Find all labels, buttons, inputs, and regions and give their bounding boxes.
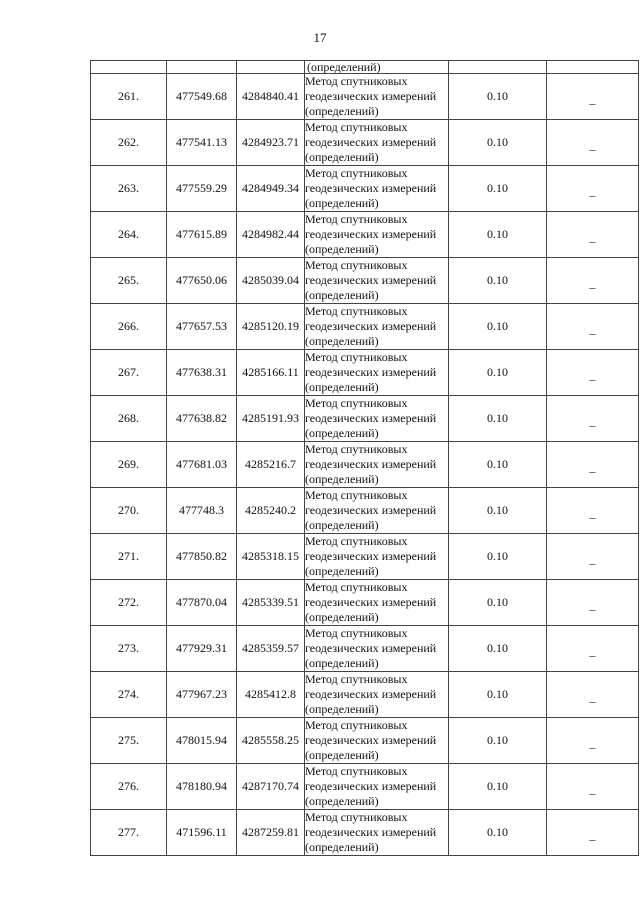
accuracy-cell: 0.10	[449, 396, 547, 442]
point-number-cell: 277.	[91, 810, 167, 856]
page-number: 17	[313, 30, 327, 45]
note-cell	[547, 810, 639, 856]
method-line: (определений)	[305, 610, 379, 624]
method-line: геодезических измерений	[305, 641, 437, 655]
point-number-cell: 272.	[91, 580, 167, 626]
point-number-cell: 264.	[91, 212, 167, 258]
method-cell	[305, 120, 449, 166]
method-cell	[305, 672, 449, 718]
x-coordinate-cell: 478015.94	[167, 718, 237, 764]
method-line: геодезических измерений	[305, 319, 437, 333]
note-cell	[547, 258, 639, 304]
table-row	[91, 580, 639, 626]
y-coordinate-cell: 4285318.15	[237, 534, 305, 580]
method-line: геодезических измерений	[305, 457, 437, 471]
y-coordinate-cell: 4284982.44	[237, 212, 305, 258]
method-cell	[305, 764, 449, 810]
y-coordinate-cell: 4285558.25	[237, 718, 305, 764]
point-number-cell: 263.	[91, 166, 167, 212]
x-coordinate-cell: 477549.68	[167, 74, 237, 120]
point-number-cell: 267.	[91, 350, 167, 396]
note-cell	[547, 488, 639, 534]
method-line: геодезических измерений	[305, 365, 437, 379]
method-line: Метод спутниковых	[305, 166, 408, 180]
note-cell	[547, 442, 639, 488]
x-coordinate-cell: 477650.06	[167, 258, 237, 304]
point-number-cell: 262.	[91, 120, 167, 166]
x-coordinate-cell: 477638.31	[167, 350, 237, 396]
method-line: Метод спутниковых	[305, 534, 408, 548]
note-cell	[547, 166, 639, 212]
method-line: Метод спутниковых	[305, 304, 408, 318]
x-coordinate-cell: 471596.11	[167, 810, 237, 856]
method-cell	[305, 534, 449, 580]
note-dash: _	[589, 276, 596, 290]
accuracy-cell: 0.10	[449, 212, 547, 258]
method-cell	[305, 718, 449, 764]
y-coordinate-cell: 4287259.81	[237, 810, 305, 856]
table-row	[91, 718, 639, 764]
note-dash: _	[589, 414, 596, 428]
y-coordinate-cell: 4284840.41	[237, 74, 305, 120]
point-number-cell: 266.	[91, 304, 167, 350]
method-cell	[305, 212, 449, 258]
method-cell	[305, 810, 449, 856]
y-coordinate-cell: 4285039.04	[237, 258, 305, 304]
note-cell	[547, 396, 639, 442]
point-number-cell: 271.	[91, 534, 167, 580]
method-line: геодезических измерений	[305, 181, 437, 195]
table-row	[91, 212, 639, 258]
note-cell	[547, 74, 639, 120]
method-cell	[305, 166, 449, 212]
method-line: (определений)	[305, 472, 379, 486]
note-cell	[547, 120, 639, 166]
method-line: (определений)	[305, 150, 379, 164]
method-cell	[305, 488, 449, 534]
y-coordinate-cell: 4285216.7	[237, 442, 305, 488]
method-line: (определений)	[305, 840, 379, 854]
method-line: (определений)	[305, 380, 379, 394]
method-line: (определений)	[305, 426, 379, 440]
table-row	[91, 396, 639, 442]
method-cell	[305, 396, 449, 442]
note-cell	[547, 350, 639, 396]
method-line: (определений)	[305, 564, 379, 578]
accuracy-cell: 0.10	[449, 74, 547, 120]
note-cell	[547, 626, 639, 672]
method-line: геодезических измерений	[305, 227, 437, 241]
method-line: (определений)	[305, 104, 379, 118]
note-dash: _	[589, 690, 596, 704]
method-line: (определений)	[305, 656, 379, 670]
method-cell	[305, 442, 449, 488]
accuracy-cell: 0.10	[449, 626, 547, 672]
note-dash: _	[589, 598, 596, 612]
method-line: Метод спутниковых	[305, 810, 408, 824]
note-dash: _	[589, 460, 596, 474]
method-line: Метод спутниковых	[305, 396, 408, 410]
method-line: (определений)	[305, 288, 379, 302]
method-line: Метод спутниковых	[305, 442, 408, 456]
table-row	[91, 166, 639, 212]
point-number-cell: 276.	[91, 764, 167, 810]
table-row	[91, 258, 639, 304]
method-line: геодезических измерений	[305, 135, 437, 149]
note-dash: _	[589, 506, 596, 520]
method-line: (определений)	[305, 518, 379, 532]
note-dash: _	[589, 322, 596, 336]
accuracy-cell: 0.10	[449, 810, 547, 856]
x-coordinate-cell: 477850.82	[167, 534, 237, 580]
x-coordinate-cell: 477870.04	[167, 580, 237, 626]
note-dash: _	[589, 230, 596, 244]
note-cell	[547, 672, 639, 718]
y-coordinate-cell: 4287170.74	[237, 764, 305, 810]
method-line: геодезических измерений	[305, 779, 437, 793]
method-line: Метод спутниковых	[305, 350, 408, 364]
x-coordinate-cell: 477615.89	[167, 212, 237, 258]
point-number-cell: 269.	[91, 442, 167, 488]
accuracy-cell: 0.10	[449, 534, 547, 580]
accuracy-cell: 0.10	[449, 672, 547, 718]
table-row	[91, 350, 639, 396]
x-coordinate-cell: 478180.94	[167, 764, 237, 810]
x-coordinate-cell: 477559.29	[167, 166, 237, 212]
note-cell	[547, 212, 639, 258]
y-coordinate-cell: 4285412.8	[237, 672, 305, 718]
y-coordinate-cell: 4284923.71	[237, 120, 305, 166]
method-line: геодезических измерений	[305, 411, 437, 425]
method-line: (определений)	[305, 702, 379, 716]
method-line: Метод спутниковых	[305, 120, 408, 134]
table-row	[91, 442, 639, 488]
method-line: Метод спутниковых	[305, 488, 408, 502]
y-coordinate-cell: 4285359.57	[237, 626, 305, 672]
continuation-cell-x	[167, 61, 237, 74]
accuracy-cell: 0.10	[449, 258, 547, 304]
note-cell	[547, 580, 639, 626]
continuation-cell-note	[547, 61, 639, 74]
note-dash: _	[589, 782, 596, 796]
note-dash: _	[589, 184, 596, 198]
note-dash: _	[589, 552, 596, 566]
y-coordinate-cell: 4285120.19	[237, 304, 305, 350]
note-dash: _	[589, 644, 596, 658]
method-line: геодезических измерений	[305, 595, 437, 609]
method-cell	[305, 350, 449, 396]
note-cell	[547, 534, 639, 580]
accuracy-cell: 0.10	[449, 488, 547, 534]
accuracy-cell: 0.10	[449, 120, 547, 166]
method-line: (определений)	[305, 334, 379, 348]
method-line: (определений)	[305, 242, 379, 256]
note-dash: _	[589, 828, 596, 842]
table-row	[91, 534, 639, 580]
method-line: геодезических измерений	[305, 273, 437, 287]
point-number-cell: 273.	[91, 626, 167, 672]
method-line: Метод спутниковых	[305, 580, 408, 594]
x-coordinate-cell: 477967.23	[167, 672, 237, 718]
method-line: (определений)	[305, 748, 379, 762]
method-line: геодезических измерений	[305, 503, 437, 517]
note-dash: _	[589, 736, 596, 750]
note-cell	[547, 718, 639, 764]
accuracy-cell: 0.10	[449, 304, 547, 350]
y-coordinate-cell: 4285191.93	[237, 396, 305, 442]
table-row	[91, 764, 639, 810]
x-coordinate-cell: 477748.3	[167, 488, 237, 534]
method-line: Метод спутниковых	[305, 672, 408, 686]
method-cell	[305, 74, 449, 120]
y-coordinate-cell: 4284949.34	[237, 166, 305, 212]
method-line: геодезических измерений	[305, 733, 437, 747]
note-dash: _	[589, 368, 596, 382]
note-cell	[547, 304, 639, 350]
continuation-cell-num	[91, 61, 167, 74]
continuation-cell-method: (определений)	[305, 61, 449, 74]
continuation-row	[91, 61, 639, 74]
accuracy-cell: 0.10	[449, 350, 547, 396]
method-line: Метод спутниковых	[305, 212, 408, 226]
x-coordinate-cell: 477681.03	[167, 442, 237, 488]
y-coordinate-cell: 4285166.11	[237, 350, 305, 396]
note-dash: _	[589, 138, 596, 152]
method-cell	[305, 258, 449, 304]
table-row	[91, 74, 639, 120]
coordinates-table-body	[91, 61, 639, 856]
method-line: (определений)	[305, 196, 379, 210]
method-line: Метод спутниковых	[305, 626, 408, 640]
table-row	[91, 672, 639, 718]
x-coordinate-cell: 477929.31	[167, 626, 237, 672]
table-row	[91, 810, 639, 856]
y-coordinate-cell: 4285339.51	[237, 580, 305, 626]
method-line: геодезических измерений	[305, 89, 437, 103]
method-cell	[305, 580, 449, 626]
table-row	[91, 626, 639, 672]
point-number-cell: 275.	[91, 718, 167, 764]
method-cell	[305, 304, 449, 350]
point-number-cell: 265.	[91, 258, 167, 304]
point-number-cell: 270.	[91, 488, 167, 534]
point-number-cell: 261.	[91, 74, 167, 120]
coordinates-table	[90, 60, 639, 856]
table-row	[91, 120, 639, 166]
continuation-cell-y	[237, 61, 305, 74]
x-coordinate-cell: 477657.53	[167, 304, 237, 350]
x-coordinate-cell: 477638.82	[167, 396, 237, 442]
table-row	[91, 488, 639, 534]
method-line: Метод спутниковых	[305, 258, 408, 272]
accuracy-cell: 0.10	[449, 166, 547, 212]
point-number-cell: 268.	[91, 396, 167, 442]
table-row	[91, 304, 639, 350]
method-cell	[305, 626, 449, 672]
point-number-cell: 274.	[91, 672, 167, 718]
accuracy-cell: 0.10	[449, 442, 547, 488]
method-line: Метод спутниковых	[305, 718, 408, 732]
method-line: (определений)	[305, 794, 379, 808]
continuation-cell-accuracy	[449, 61, 547, 74]
method-line: Метод спутниковых	[305, 764, 408, 778]
method-line: геодезических измерений	[305, 549, 437, 563]
accuracy-cell: 0.10	[449, 764, 547, 810]
note-cell	[547, 764, 639, 810]
x-coordinate-cell: 477541.13	[167, 120, 237, 166]
method-line: геодезических измерений	[305, 825, 437, 839]
y-coordinate-cell: 4285240.2	[237, 488, 305, 534]
accuracy-cell: 0.10	[449, 718, 547, 764]
method-line: геодезических измерений	[305, 687, 437, 701]
note-dash: _	[589, 92, 596, 106]
method-line: Метод спутниковых	[305, 74, 408, 88]
accuracy-cell: 0.10	[449, 580, 547, 626]
